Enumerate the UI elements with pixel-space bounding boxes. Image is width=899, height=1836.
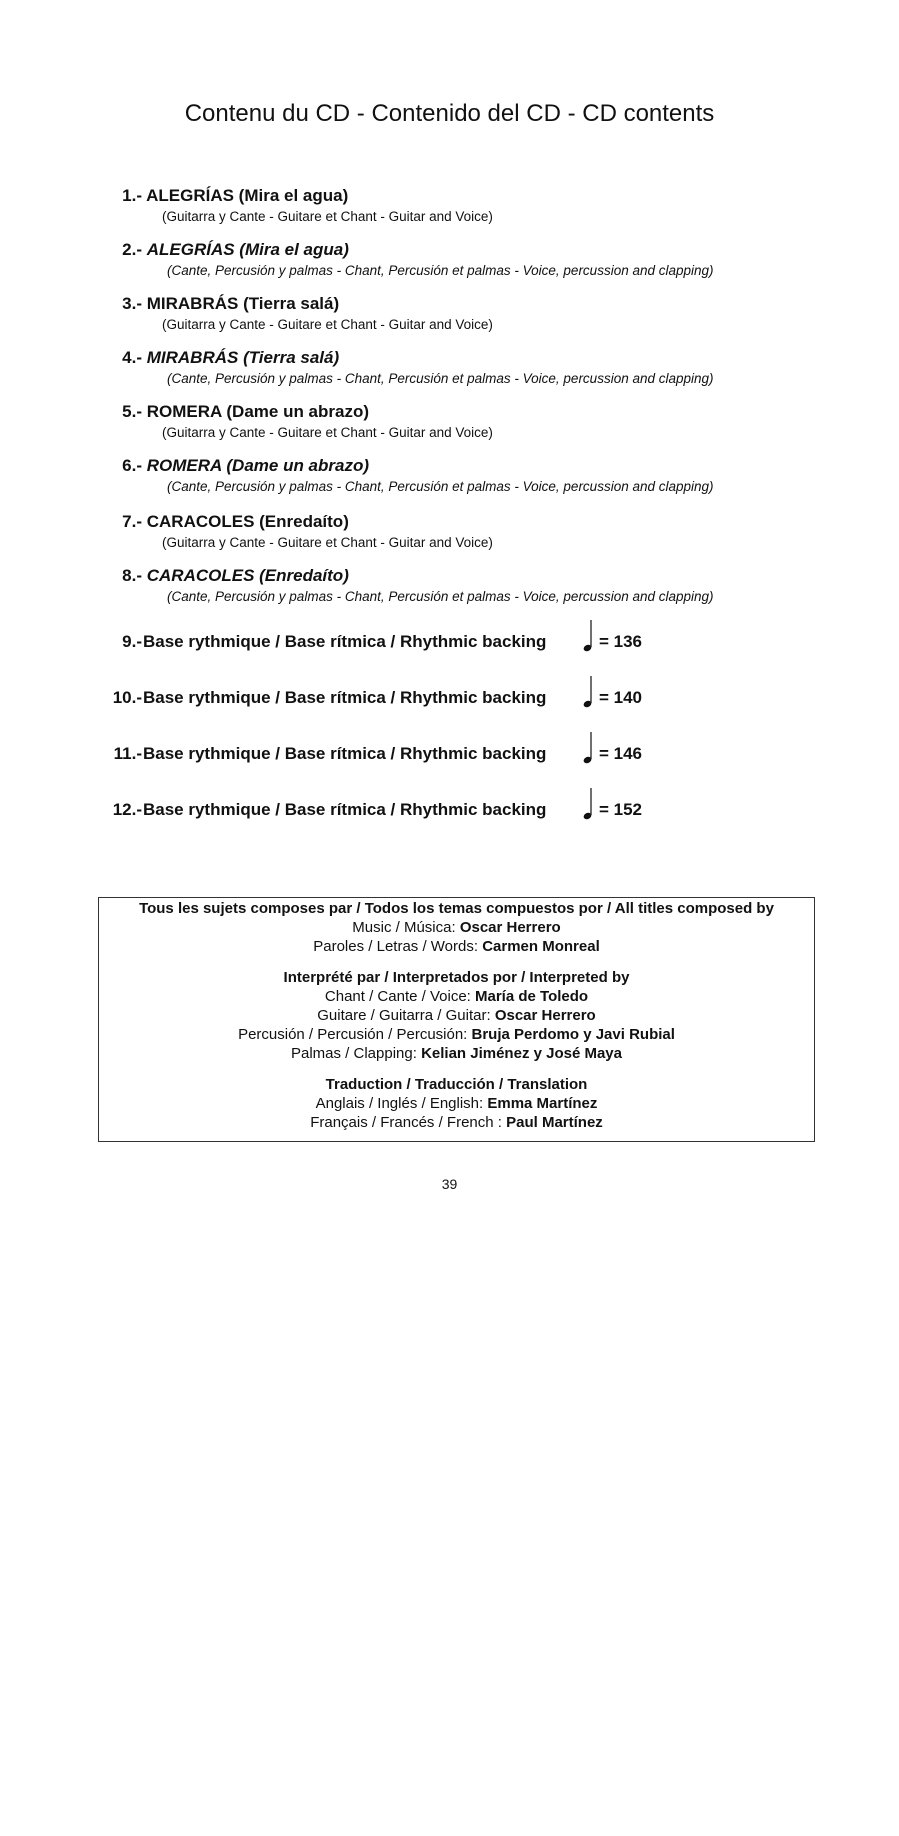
french-credit: Français / Francés / French : Paul Martínez (310, 1114, 603, 1131)
quarter-note-icon (580, 670, 596, 710)
track-name: Base rythmique / Base rítmica / Rhythmic backing (143, 800, 547, 819)
track-name: Base rythmique / Base rítmica / Rhythmic backing (143, 632, 547, 651)
track-description: (Cante, Percusión y palmas - Chant, Percusión et palmas - Voice, percussion and clapping) (167, 589, 714, 604)
track-name: MIRABRÁS (Tierra salá) (146, 294, 340, 313)
page-number: 39 (441, 1176, 458, 1192)
track-description: (Cante, Percusión y palmas - Chant, Percusión et palmas - Voice, percussion and clapping) (167, 479, 714, 494)
track-number: 7.- (122, 512, 142, 531)
rhythm-track-11 (0, 726, 899, 766)
rhythm-track-10 (0, 670, 899, 710)
track-name: CARACOLES (Enredaíto) (146, 512, 349, 531)
track-6 (0, 456, 899, 494)
voice-credit: Chant / Cante / Voice: María de Toledo (324, 988, 589, 1005)
track-7 (0, 512, 899, 550)
track-number: 8.- (122, 566, 142, 585)
track-name: MIRABRÁS (Tierra salá) (146, 348, 340, 367)
track-8 (0, 566, 899, 604)
guitar-credit: Guitare / Guitarra / Guitar: Oscar Herrero (317, 1007, 596, 1024)
tempo-value: = 146 (599, 744, 643, 763)
track-number: 11.- (113, 744, 142, 763)
track-description: (Cante, Percusión y palmas - Chant, Percusión et palmas - Voice, percussion and clapping) (167, 263, 714, 278)
track-name: Base rythmique / Base rítmica / Rhythmic backing (143, 688, 547, 707)
track-number: 12.- (112, 800, 142, 819)
quarter-note-icon (580, 726, 596, 766)
track-name: ROMERA (Dame un abrazo) (146, 456, 370, 475)
track-description: (Guitarra y Cante - Guitare et Chant - Guitar and Voice) (162, 535, 493, 550)
tempo-value: = 152 (599, 800, 643, 819)
track-number: 5.- (122, 402, 142, 421)
track-name: ALEGRÍAS (Mira el agua) (146, 240, 349, 259)
composed-by-heading: Tous les sujets composes par / Todos los temas compuestos por / All titles composed by (139, 900, 774, 917)
rhythm-track-12 (0, 782, 899, 822)
english-credit: Anglais / Inglés / English: Emma Martínez (315, 1095, 598, 1112)
track-3 (0, 294, 899, 332)
track-description: (Cante, Percusión y palmas - Chant, Percusión et palmas - Voice, percussion and clapping) (167, 371, 714, 386)
quarter-note-icon (580, 614, 596, 654)
quarter-note-icon (580, 782, 596, 822)
track-number: 10.- (112, 688, 142, 707)
track-number: 2.- (122, 240, 142, 259)
clapping-credit: Palmas / Clapping: Kelian Jiménez y José Maya (290, 1045, 622, 1062)
track-2 (0, 240, 899, 278)
track-number: 9.- (122, 632, 142, 651)
rhythm-track-9 (0, 614, 899, 654)
track-name: ROMERA (Dame un abrazo) (146, 402, 370, 421)
words-credit: Paroles / Letras / Words: Carmen Monreal (313, 938, 600, 955)
percussion-credit: Percusión / Percusión / Percusión: Bruja Perdomo y Javi Rubial (238, 1026, 675, 1043)
track-description: (Guitarra y Cante - Guitare et Chant - Guitar and Voice) (162, 209, 493, 224)
track-description: (Guitarra y Cante - Guitare et Chant - Guitar and Voice) (162, 425, 493, 440)
track-number: 3.- (122, 294, 142, 313)
track-1 (0, 186, 899, 224)
track-4 (0, 348, 899, 386)
translation-heading: Traduction / Traducción / Translation (325, 1076, 588, 1093)
music-credit: Music / Música: Oscar Herrero (352, 919, 561, 936)
track-name: ALEGRÍAS (Mira el agua) (146, 186, 349, 205)
interpreted-by-heading: Interprété par / Interpretados por / Interpreted by (283, 969, 630, 986)
track-number: 1.- (122, 186, 142, 205)
page-title: Contenu du CD - Contenido del CD - CD contents (184, 100, 715, 127)
tempo-value: = 140 (599, 688, 643, 707)
tempo-value: = 136 (599, 632, 643, 651)
track-number: 4.- (122, 348, 142, 367)
track-description: (Guitarra y Cante - Guitare et Chant - Guitar and Voice) (162, 317, 493, 332)
track-number: 6.- (122, 456, 142, 475)
track-name: CARACOLES (Enredaíto) (146, 566, 349, 585)
track-name: Base rythmique / Base rítmica / Rhythmic backing (143, 744, 547, 763)
credits-box (98, 897, 815, 1142)
track-5 (0, 402, 899, 440)
